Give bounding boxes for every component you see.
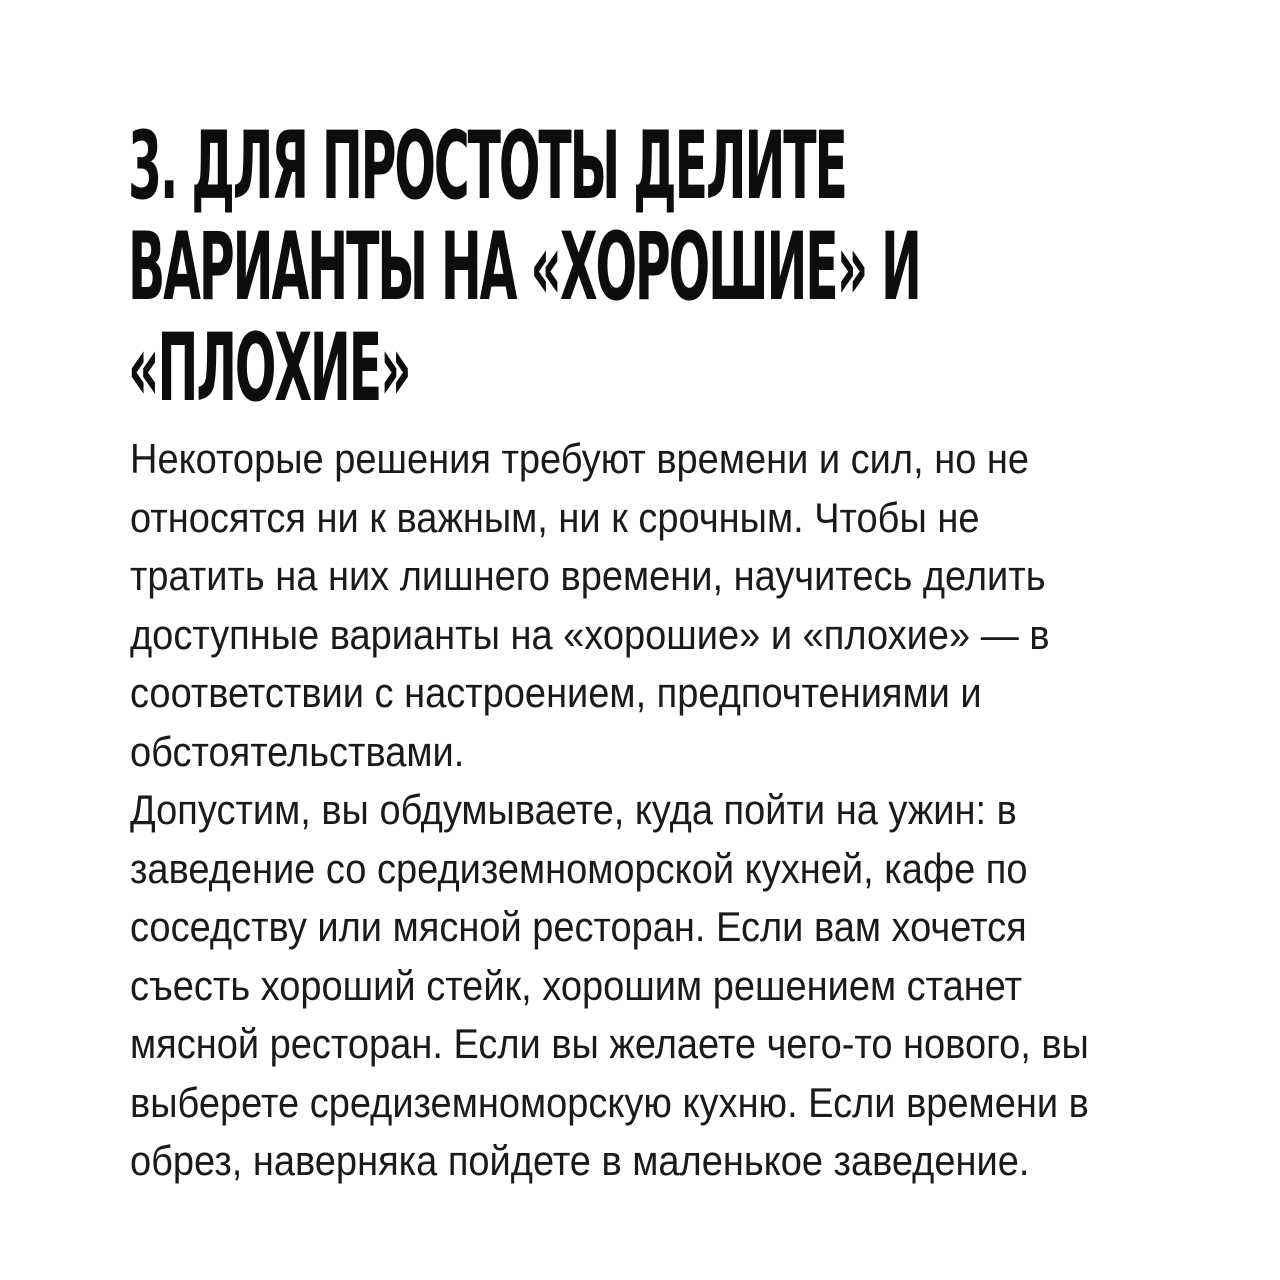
body-line: съесть хороший стейк, хорошим решением станет xyxy=(130,961,1023,1009)
body-line: доступные варианты на «хорошие» и «плохие» — в xyxy=(130,610,1050,658)
title-line-2: ВАРИАНТЫ НА «ХОРОШИЕ» И xyxy=(128,213,920,322)
body-line: мясной ресторан. Если вы желаете чего-то нового, вы xyxy=(130,1020,1089,1067)
page-title xyxy=(128,112,1168,423)
body-line: обстоятельствами. xyxy=(130,727,465,775)
title-line-1: 3. ДЛЯ ПРОСТОТЫ ДЕЛИТЕ xyxy=(128,112,846,221)
body-line: заведение со средиземноморской кухней, кафе по xyxy=(130,844,1028,892)
body-line: соответствии с настроением, предпочтениями и xyxy=(130,669,982,716)
title-line-3: «ПЛОХИЕ» xyxy=(128,314,410,423)
body-line: соседству или мясной ресторан. Если вам хочется xyxy=(130,903,1027,950)
body-line: тратить на них лишнего времени, научитесь делить xyxy=(130,552,1046,599)
body-paragraphs xyxy=(130,430,1144,1191)
body-line: Некоторые решения требуют времени и сил, но не xyxy=(130,435,1030,482)
body-line: обрез, наверняка пойдете в маленькое заведение. xyxy=(130,1137,1030,1184)
body-line: относятся ни к важным, ни к срочным. Чтобы не xyxy=(130,493,980,541)
body-line: выберете средиземноморскую кухню. Если времени в xyxy=(130,1078,1089,1126)
body-line: Допустим, вы обдумываете, куда пойти на ужин: в xyxy=(130,786,1017,833)
